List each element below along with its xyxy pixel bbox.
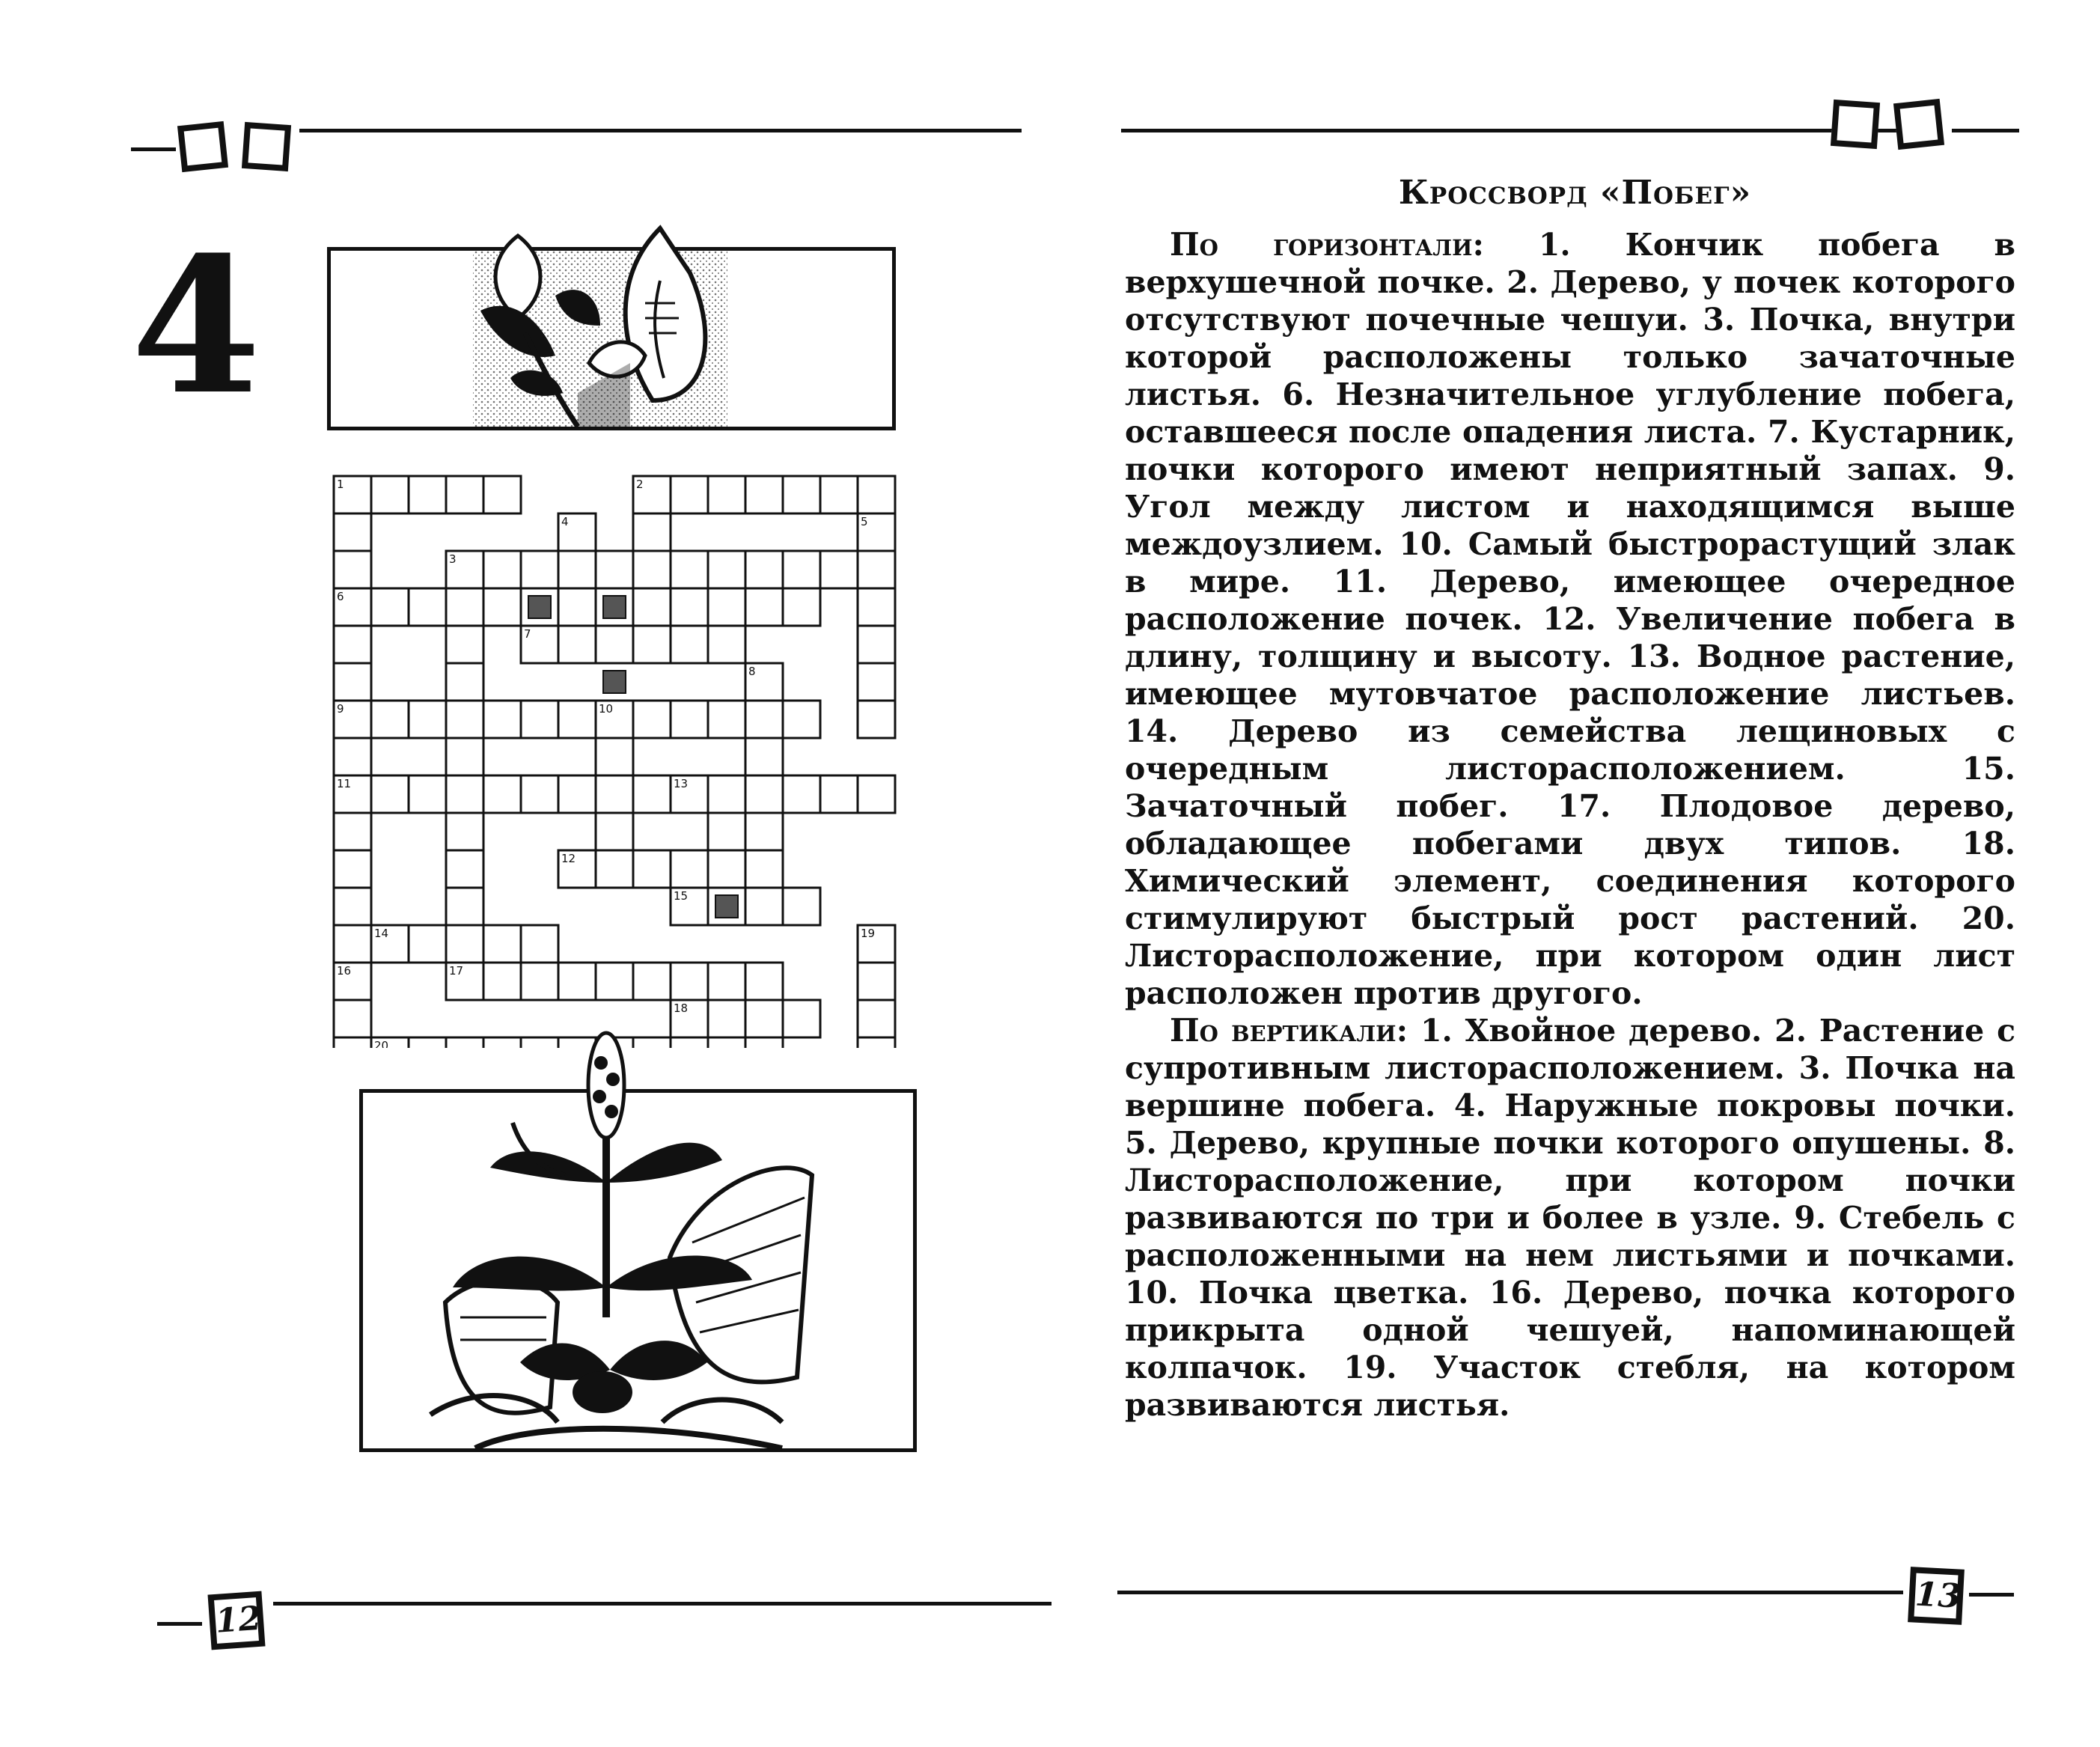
crossword-cell [633,775,671,813]
crossword-cell [708,1037,745,1048]
crossword-cell [633,701,671,738]
crossword-clue-number: 10 [599,702,614,716]
crossword-clue-number: 17 [449,964,464,978]
down-clue [1454,1088,2015,1123]
down-clue-number: 9. [1794,1200,1827,1236]
across-clue-text: Увеличение побега в длину, толщину и высоту. [1125,601,2015,674]
crossword-cell [334,813,371,850]
crossword-svg [329,472,913,1048]
down-clue-text: Дерево, почка которого прикрыта одной чешуей, напоминающей колпачок. [1125,1275,2015,1385]
crossword-cell [671,850,708,888]
crossword-cell [745,813,783,850]
header-square-ornament [177,121,228,172]
down-clue [1125,1125,1971,1161]
top-illustration-box [327,247,896,430]
crossword-cell [446,850,483,888]
across-clue-text: Почка, внутри которой расположены только зачаточные листья. [1125,302,2015,412]
crossword-cell [558,775,596,813]
crossword-cell [483,588,521,626]
crossword-cell [446,775,483,813]
down-clue [1420,1013,1762,1049]
crossword-cell [671,626,708,663]
down-clue-text: Растение с супротивным листорасположением. [1125,1013,2016,1086]
crossword-cell [334,1000,371,1037]
down-clue-text: Наружные покровы почки. [1504,1088,2015,1123]
crossword-cell [671,476,708,513]
crossword-cell [446,701,483,738]
crossword-cell [708,963,745,1000]
crossword-clue-number: 15 [674,889,689,903]
across-clue-number: 12. [1542,601,1596,637]
crossword-hatched-mark [528,596,551,618]
plant-illustration [363,1093,913,1448]
crossword-clue-number: 8 [748,665,756,678]
down-clue-number: 10. [1125,1275,1179,1311]
crossword-cell [596,626,633,663]
crossword-cell [334,738,371,775]
crossword-cell [483,963,521,1000]
crossword-cell [783,1000,820,1037]
across-clues [1125,226,2015,1012]
crossword-cell [671,701,708,738]
crossword-clue-number: 19 [861,927,876,940]
crossword-cell [783,551,820,588]
across-clue-number: 20. [1962,900,2015,936]
crossword-cell [708,813,745,850]
across-clue-text: Зачаточный побег. [1125,788,1509,824]
crossword-cell [783,476,820,513]
down-clue-text: Хвойное дерево. [1465,1013,1762,1049]
header-square-ornament [242,122,291,171]
crossword-clue-number: 1 [337,478,344,491]
header-rule-left [299,129,1022,132]
crossword-cell [446,588,483,626]
crossword-clue-number: 11 [337,777,352,790]
across-clue-number: 6. [1282,376,1315,412]
crossword-clue-number: 4 [561,515,569,528]
clues-text [1125,226,2015,1424]
crossword-clue-number: 3 [449,552,457,566]
crossword-cell [521,1037,558,1048]
crossword-cell [446,663,483,701]
crossword-cell [745,551,783,588]
across-clue-text: Самый быстрорастущий злак в мире. [1125,526,2015,600]
crossword-cell [596,551,633,588]
crossword-cell [745,738,783,775]
crossword-cell [820,476,858,513]
crossword-cell [633,963,671,1000]
crossword-cell [820,551,858,588]
footer-rule-left [273,1602,1051,1606]
crossword-clue-number: 9 [337,702,344,716]
across-clue-number: 13. [1627,638,1681,674]
down-clue-number: 5. [1125,1125,1157,1161]
crossword-cell [858,775,895,813]
crossword-cell [446,476,483,513]
crossword-cell [783,775,820,813]
down-clue [1125,1275,1468,1311]
header-rule-right-short [1952,129,2019,132]
crossword-cell [671,588,708,626]
down-clue-number: 8. [1983,1125,2016,1161]
crossword-cell [633,588,671,626]
crossword-cell [446,1037,483,1048]
crossword-cell [558,551,596,588]
crossword-cell [409,925,446,963]
crossword-cell [446,888,483,925]
across-clue-text: Незначительное углубление побега, оставшееся после опадения листа. [1125,376,2016,450]
down-clue-text: Стебель с расположенными на нем листьями и почками. [1125,1200,2015,1273]
crossword-cell [446,626,483,663]
crossword-cell [596,813,633,850]
crossword-cell [483,925,521,963]
across-clue-number: 7. [1768,414,1800,450]
across-clue-text: Листорасположение, при котором один лист расположен против другого. [1125,938,2015,1011]
crossword-cell [708,701,745,738]
down-clue-text: Почка цветка. [1198,1275,1469,1311]
down-clue-text: Листорасположение, при котором почки развиваются по три и более в узле. [1125,1162,2015,1236]
crossword-cell [745,476,783,513]
crossword-cell [483,551,521,588]
crossword-cell [858,963,895,1000]
crossword-cell [858,1000,895,1037]
header-rule-right [1121,129,1903,132]
down-clue-number: 2. [1774,1013,1807,1049]
crossword-title: Кроссворд «Побег» [1398,174,1752,212]
across-clue-text: Водное растение, имеющее мутовчатое расположение листьев. [1125,638,2015,712]
crossword-cell [371,775,409,813]
down-clue-number: 3. [1798,1050,1831,1086]
crossword-clue-number: 14 [374,927,389,940]
crossword-cell [633,513,671,551]
crossword-cell [371,701,409,738]
across-clue-text: Угол между листом и находящимся выше междоузлием. [1125,489,2015,562]
crossword-cell [745,1000,783,1037]
crossword-cell [596,963,633,1000]
crossword-cell [671,551,708,588]
crossword-cell [633,626,671,663]
down-clue-number: 16. [1489,1275,1543,1311]
crossword-clue-number: 20 [374,1039,389,1048]
across-clue-text: Химический элемент, соединения которого стимулируют быстрый рост растений. [1125,863,2015,936]
across-clue-number: 1. [1538,227,1571,263]
crossword-cell [745,1037,783,1048]
header-rule-left-short [131,147,176,151]
header-square-ornament [1831,100,1880,149]
crossword-cell [745,963,783,1000]
crossword-cell [334,850,371,888]
crossword-cell [521,925,558,963]
crossword-cell [858,1037,895,1048]
across-clue-text: Дерево, у почек которого отсутствуют почечные чешуи. [1125,264,2015,338]
footer-rule-right [1117,1591,1903,1594]
crossword-cell [483,775,521,813]
crossword-clue-number: 7 [524,627,531,641]
down-label: По вертикали: [1170,1012,1408,1049]
crossword-cell [783,888,820,925]
crossword-cell [858,663,895,701]
crossword-hatched-mark [603,671,626,693]
crossword-cell [334,551,371,588]
down-clue-number: 19. [1343,1350,1397,1385]
crossword-cell [446,925,483,963]
crossword-cell [858,626,895,663]
crossword-cell [521,963,558,1000]
crossword-cell [708,850,745,888]
header-square-ornament [1893,99,1944,150]
across-clue-number: 11. [1333,564,1388,600]
down-clue-text: Почка на вершине побега. [1125,1050,2015,1123]
crossword-cell [521,701,558,738]
crossword-cell [783,701,820,738]
crossword-cell [558,588,596,626]
crossword-cell [671,963,708,1000]
crossword-cell [446,813,483,850]
crossword-cell [633,1037,671,1048]
page-number-right: 13 [1908,1567,1965,1625]
across-clue-text: Дерево из семейства лещиновых с очередным листорасположением. [1125,713,2015,787]
crossword-clue-number: 16 [337,964,352,978]
crossword-cell [409,588,446,626]
across-clue-text: Кустарник, почки которого имеют неприятный запах. [1125,414,2015,487]
crossword-cell [409,701,446,738]
footer-rule-right-short [1969,1593,2014,1597]
crossword-cell [633,850,671,888]
across-label: По горизонтали: [1170,226,1484,263]
crossword-cell [633,551,671,588]
crossword-cell [596,850,633,888]
crossword-cell [558,626,596,663]
crossword-cell [558,701,596,738]
crossword-cell [483,1037,521,1048]
across-clue-number: 15. [1962,751,2015,787]
crossword-cell [745,701,783,738]
crossword-cell [858,551,895,588]
down-clue-number: 1. [1420,1013,1453,1049]
buds-illustration [331,251,892,427]
across-clue [1125,713,2015,787]
crossword-cell [745,775,783,813]
crossword-cell [708,1000,745,1037]
crossword-cell [521,775,558,813]
crossword-cell [409,775,446,813]
crossword-cell [783,588,820,626]
crossword-cell [334,513,371,551]
across-clue-number: 18. [1962,826,2015,862]
footer-rule-left-short [157,1622,202,1626]
crossword-cell [558,963,596,1000]
crossword-clue-number: 12 [561,852,576,865]
crossword-cell [858,476,895,513]
crossword-cell [409,1037,446,1048]
crossword-clue-number: 2 [636,478,644,491]
crossword-clue-number: 18 [674,1001,689,1015]
across-clue-text: Кончик побега в верхушечной почке. [1125,227,2015,300]
crossword-cell [558,1037,596,1048]
crossword-cell [521,551,558,588]
crossword-cell [745,888,783,925]
crossword-cell [483,476,521,513]
down-clues [1125,1012,2015,1424]
crossword-cell [708,551,745,588]
crossword-cell [446,738,483,775]
across-clue-number: 14. [1125,713,1179,749]
crossword-cell [708,775,745,813]
across-clue-number: 9. [1983,451,2015,487]
page-number-left: 12 [208,1591,266,1650]
crossword-hatched-mark [715,895,738,918]
crossword-cell [820,775,858,813]
down-clue-number: 4. [1454,1088,1486,1123]
chapter-number: 4 [131,216,261,436]
crossword-cell [708,626,745,663]
right-page [1050,0,2100,1747]
crossword-cell [708,476,745,513]
crossword-cell [334,925,371,963]
crossword-cell [409,476,446,513]
across-clue-text: Плодовое дерево, обладающее побегами двух типов. [1125,788,2015,862]
across-clue-number: 3. [1703,302,1736,338]
crossword-cell [745,850,783,888]
crossword-cell [858,701,895,738]
crossword-cell [745,588,783,626]
across-clue-text: Дерево, имеющее очередное расположение почек. [1125,564,2015,637]
crossword-cell [334,888,371,925]
crossword-cell [334,1037,371,1048]
across-clue-number: 10. [1399,526,1453,562]
across-clue-number: 17. [1557,788,1611,824]
crossword-cell [371,476,409,513]
crossword-cell [671,1037,708,1048]
crossword-cell [334,626,371,663]
crossword-cell [596,738,633,775]
crossword-hatched-mark [603,596,626,618]
down-clue-text: Дерево, крупные почки которого опушены. [1169,1125,1971,1161]
across-clue-number: 2. [1507,264,1539,300]
crossword-cell [708,588,745,626]
crossword-clue-number: 13 [674,777,689,790]
crossword-clue-number: 5 [861,515,868,528]
down-clue-text: Участок стебля, на котором развиваются листья. [1125,1350,2016,1423]
crossword-cell [596,775,633,813]
crossword-cell [858,588,895,626]
crossword-clue-number: 6 [337,590,344,603]
crossword-cell [371,588,409,626]
bottom-illustration-box [359,1089,917,1452]
crossword-cell [483,701,521,738]
crossword-grid [329,472,913,1048]
crossword-cell [334,663,371,701]
